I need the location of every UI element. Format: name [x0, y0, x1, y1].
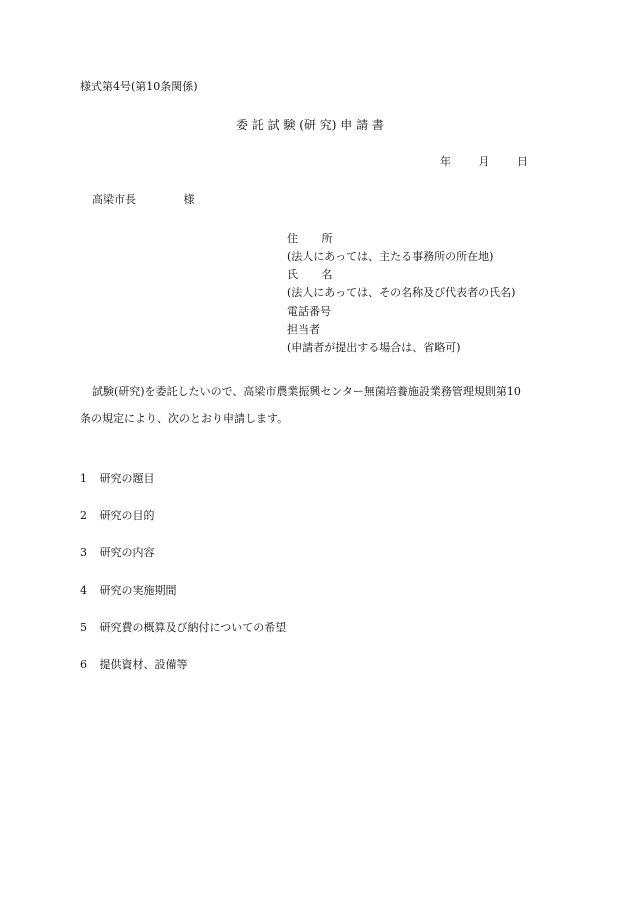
item-label: 研究の内容	[99, 546, 155, 559]
contact-note: (申請者が提出する場合は、省略可)	[287, 341, 461, 354]
address-label: 住 所	[287, 232, 333, 245]
addressee-honorific: 様	[183, 193, 195, 206]
list-item	[80, 509, 155, 523]
item-label: 提供資材、設備等	[99, 658, 188, 671]
item-number: 4	[80, 584, 87, 597]
list-item	[80, 546, 155, 560]
item-label: 研究の実施期間	[99, 584, 177, 597]
phone-label: 電話番号	[287, 305, 331, 318]
item-label: 研究費の概算及び納付についての希望	[99, 621, 287, 634]
document-title: 委 託 試 験 (研 究) 申 請 書	[236, 118, 384, 132]
body-line-1: 試験(研究)を委託したいので、高梁市農業振興センター無菌培養施設業務管理規則第10	[92, 385, 521, 398]
list-item	[80, 621, 286, 635]
date-line	[440, 155, 528, 169]
item-number: 6	[80, 658, 87, 671]
date-year: 年	[440, 155, 451, 168]
addressee	[92, 193, 195, 207]
list-item	[80, 472, 155, 486]
item-label: 研究の題目	[99, 472, 155, 485]
name-label: 氏 名	[287, 268, 333, 281]
date-month: 月	[478, 155, 490, 168]
date-day: 日	[517, 155, 528, 168]
addressee-name: 高梁市長	[92, 193, 136, 206]
item-number: 3	[80, 546, 87, 559]
address-note: (法人にあっては、主たる事務所の所在地)	[287, 250, 494, 263]
item-number: 5	[80, 621, 87, 634]
name-note: (法人にあっては、その名称及び代表者の氏名)	[287, 286, 516, 299]
contact-label: 担当者	[287, 323, 320, 336]
item-number: 2	[80, 509, 87, 522]
list-item	[80, 584, 177, 598]
item-label: 研究の目的	[99, 509, 155, 522]
body-line-2: 条の規定により、次のとおり申請します。	[80, 412, 289, 425]
item-number: 1	[80, 472, 87, 485]
form-number: 様式第4号(第10条関係)	[80, 80, 198, 93]
list-item	[80, 658, 188, 672]
